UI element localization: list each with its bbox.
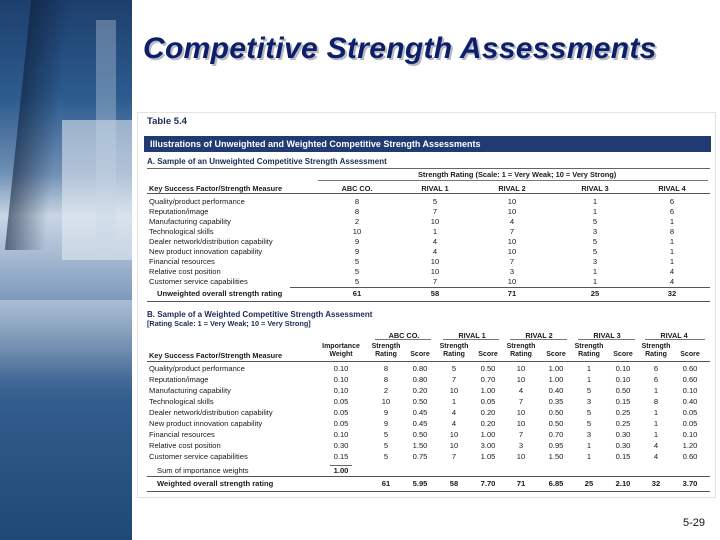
score-cell: 0.80 — [412, 375, 428, 384]
score-cell: 0.40 — [682, 397, 698, 406]
section-a-row — [138, 207, 715, 217]
section-a-row-label: Quality/product performance — [149, 197, 245, 206]
section-b-row-label: Quality/product performance — [149, 364, 245, 373]
section-a-cell: 1 — [669, 247, 675, 256]
section-b-total-row — [138, 479, 715, 489]
section-a-row — [138, 267, 715, 277]
section-b-group-abc: ABC CO. — [388, 331, 420, 340]
section-a-total-abc: 61 — [352, 289, 362, 298]
sum-weights-label: Sum of importance weights — [157, 466, 249, 475]
group-rule-rival3 — [578, 339, 635, 340]
sum-weights-row — [138, 466, 715, 476]
section-a-cell: 1 — [592, 267, 598, 276]
section-a-col-rival4: RIVAL 4 — [658, 184, 686, 193]
score-cell: 0.50 — [615, 386, 631, 395]
score-cell: 1.00 — [480, 430, 496, 439]
strength-rating-cell: 1 — [653, 419, 659, 428]
section-b-row-label: Dealer network/distribution capability — [149, 408, 273, 417]
sum-weights-value: 1.00 — [333, 466, 349, 475]
section-b-row-label: Relative cost position — [149, 441, 221, 450]
section-b-row — [138, 419, 715, 429]
section-b-bottom-rule — [147, 491, 710, 492]
importance-weight-cell: 0.05 — [333, 408, 349, 417]
score-cell: 1.00 — [548, 364, 564, 373]
strength-rating-cell: 4 — [451, 419, 457, 428]
total-rating-cell: 25 — [584, 479, 594, 488]
strength-rating-cell: 10 — [516, 408, 526, 417]
score-cell: 1.00 — [480, 386, 496, 395]
section-b-row — [138, 441, 715, 451]
strength-rating-cell: 9 — [383, 419, 389, 428]
section-a-cell: 7 — [432, 207, 438, 216]
score-cell: 0.15 — [615, 452, 631, 461]
score-cell: 0.50 — [412, 397, 428, 406]
score-cell: 0.05 — [480, 397, 496, 406]
section-a-total-label: Unweighted overall strength rating — [157, 289, 283, 298]
score-cell: 0.95 — [548, 441, 564, 450]
table-label: Table 5.4 — [147, 116, 187, 127]
strength-rating-cell: 5 — [586, 386, 592, 395]
section-a-cell: 5 — [354, 257, 360, 266]
section-b-row — [138, 408, 715, 418]
section-a-measure-header: Key Success Factor/Strength Measure — [149, 184, 283, 193]
section-b-row-label: Financial resources — [149, 430, 215, 439]
section-a-row — [138, 237, 715, 247]
section-a-rule — [147, 168, 710, 169]
section-a-cell: 10 — [507, 237, 517, 246]
section-a-total-rival2: 71 — [507, 289, 517, 298]
importance-weight-cell: 0.15 — [333, 452, 349, 461]
section-a-cell: 5 — [432, 197, 438, 206]
section-a-cell: 10 — [507, 277, 517, 286]
section-a-cell: 1 — [669, 237, 675, 246]
score-header: Score — [613, 351, 633, 358]
section-a-row-label: Manufacturing capability — [149, 217, 231, 226]
strength-rating-cell: 1 — [586, 441, 592, 450]
section-a-cell: 7 — [432, 277, 438, 286]
section-b-header-rule — [147, 361, 710, 362]
importance-weight-cell: 0.30 — [333, 441, 349, 450]
strength-rating-cell: 10 — [516, 375, 526, 384]
section-a-cell: 3 — [592, 227, 598, 236]
section-a-cell: 10 — [430, 217, 440, 226]
section-b-group-rival4: RIVAL 4 — [660, 331, 688, 340]
strength-rating-cell: 1 — [653, 408, 659, 417]
section-a-cell: 5 — [592, 247, 598, 256]
section-a-bottom-rule — [147, 301, 710, 302]
section-a-header-rule — [147, 193, 710, 194]
score-cell: 0.10 — [615, 364, 631, 373]
section-a-cell: 5 — [354, 267, 360, 276]
section-a-cell: 5 — [592, 217, 598, 226]
importance-weight-cell: 0.10 — [333, 364, 349, 373]
section-a-row-label: Financial resources — [149, 257, 215, 266]
section-a-cell: 4 — [432, 247, 438, 256]
strength-rating-cell: 1 — [586, 364, 592, 373]
strength-rating-cell: 5 — [383, 452, 389, 461]
section-a-cell: 1 — [592, 277, 598, 286]
strength-rating-cell: 3 — [586, 397, 592, 406]
strength-rating-cell: 9 — [383, 408, 389, 417]
strength-rating-cell: 4 — [653, 441, 659, 450]
score-cell: 0.45 — [412, 408, 428, 417]
importance-weight-cell: 0.10 — [333, 375, 349, 384]
section-b-group-rival2: RIVAL 2 — [525, 331, 553, 340]
score-cell: 0.60 — [682, 375, 698, 384]
score-cell: 0.60 — [682, 364, 698, 373]
slide-number: 5-29 — [683, 517, 706, 529]
section-a-cell: 10 — [430, 267, 440, 276]
strength-rating-cell: 1 — [586, 452, 592, 461]
score-cell: 0.50 — [480, 364, 496, 373]
section-a-col-rival1: RIVAL 1 — [421, 184, 449, 193]
section-b-row — [138, 452, 715, 462]
section-b-title: B. Sample of a Weighted Competitive Strength Assessment — [147, 310, 373, 319]
strength-rating-cell: 5 — [383, 430, 389, 439]
strength-rating-cell: 10 — [516, 419, 526, 428]
section-a-total-row — [138, 289, 715, 299]
importance-weight-cell: 0.10 — [333, 430, 349, 439]
strength-rating-cell: 2 — [383, 386, 389, 395]
score-cell: 0.35 — [548, 397, 564, 406]
scale-underline — [318, 180, 708, 181]
section-a-cell: 1 — [592, 207, 598, 216]
section-a-cell: 9 — [354, 247, 360, 256]
section-a-col-rival2: RIVAL 2 — [498, 184, 526, 193]
section-a-cell: 4 — [669, 267, 675, 276]
section-a-row-label: Customer service capabilities — [149, 277, 248, 286]
group-rule-rival1 — [443, 339, 499, 340]
section-b-total-rule — [147, 476, 710, 477]
score-cell: 0.15 — [615, 397, 631, 406]
section-a-row-label: New product innovation capability — [149, 247, 263, 256]
total-score-cell: 2.10 — [615, 479, 631, 488]
score-cell: 0.50 — [412, 430, 428, 439]
score-cell: 0.70 — [480, 375, 496, 384]
strength-rating-cell: 1 — [653, 430, 659, 439]
section-a-title: A. Sample of an Unweighted Competitive Strength Assessment — [147, 157, 387, 166]
section-a-cell: 5 — [354, 277, 360, 286]
score-cell: 0.25 — [615, 408, 631, 417]
score-header: Score — [546, 351, 566, 358]
section-a-cell: 4 — [509, 217, 515, 226]
section-a-cell: 3 — [509, 267, 515, 276]
score-header: Score — [478, 351, 498, 358]
score-cell: 0.45 — [412, 419, 428, 428]
strength-rating-cell: 8 — [653, 397, 659, 406]
score-cell: 1.05 — [480, 452, 496, 461]
group-rule-rival4 — [645, 339, 705, 340]
strength-rating-cell: 6 — [653, 375, 659, 384]
section-a-row-label: Technological skills — [149, 227, 214, 236]
decorative-photo-strip — [0, 0, 132, 540]
section-a-cell: 2 — [354, 217, 360, 226]
strength-rating-cell: 5 — [451, 364, 457, 373]
section-a-cell: 9 — [354, 237, 360, 246]
section-a-cell: 5 — [592, 237, 598, 246]
strength-rating-cell: 6 — [653, 364, 659, 373]
importance-weight-cell: 0.05 — [333, 419, 349, 428]
strength-rating-cell: 8 — [383, 364, 389, 373]
section-b-row-label: Manufacturing capability — [149, 386, 231, 395]
table-image — [137, 112, 716, 498]
section-a-cell: 10 — [507, 197, 517, 206]
score-header: Score — [410, 351, 430, 358]
strength-rating-cell: 1 — [586, 375, 592, 384]
section-a-total-rival1: 58 — [430, 289, 440, 298]
strength-rating-header: Strength Rating — [439, 343, 469, 358]
section-a-total-rival3: 25 — [590, 289, 600, 298]
score-cell: 0.30 — [615, 441, 631, 450]
strength-rating-cell: 7 — [451, 375, 457, 384]
strength-rating-cell: 4 — [518, 386, 524, 395]
strength-rating-cell: 10 — [449, 441, 459, 450]
strength-scale-header: Strength Rating (Scale: 1 = Very Weak; 10 = Very Strong) — [418, 170, 617, 179]
importance-weight-cell: 0.10 — [333, 386, 349, 395]
section-b-row — [138, 397, 715, 407]
score-header: Score — [680, 351, 700, 358]
strength-rating-cell: 3 — [586, 430, 592, 439]
section-a-cell: 8 — [354, 207, 360, 216]
section-a-cell: 1 — [669, 217, 675, 226]
total-score-cell: 5.95 — [412, 479, 428, 488]
section-a-row — [138, 247, 715, 257]
total-rating-cell: 58 — [449, 479, 459, 488]
section-a-cell: 10 — [507, 247, 517, 256]
total-rating-cell: 32 — [651, 479, 661, 488]
section-a-cell: 8 — [354, 197, 360, 206]
strength-rating-cell: 5 — [586, 419, 592, 428]
strength-rating-header: Strength Rating — [574, 343, 604, 358]
total-rating-cell: 61 — [381, 479, 391, 488]
section-b-measure-header: Key Success Factor/Strength Measure — [149, 351, 283, 360]
section-b-row — [138, 375, 715, 385]
section-a-cell: 1 — [432, 227, 438, 236]
section-a-row-label: Relative cost position — [149, 267, 221, 276]
strength-rating-header: Strength Rating — [371, 343, 401, 358]
section-a-row-label: Dealer network/distribution capability — [149, 237, 273, 246]
score-cell: 0.20 — [480, 419, 496, 428]
strength-rating-cell: 5 — [383, 441, 389, 450]
score-cell: 0.05 — [682, 408, 698, 417]
total-score-cell: 3.70 — [682, 479, 698, 488]
section-a-cell: 1 — [669, 257, 675, 266]
section-b-total-label: Weighted overall strength rating — [157, 479, 274, 488]
score-cell: 0.40 — [548, 386, 564, 395]
section-a-row — [138, 217, 715, 227]
total-rating-cell: 71 — [516, 479, 526, 488]
score-cell: 0.05 — [682, 419, 698, 428]
strength-rating-cell: 5 — [586, 408, 592, 417]
section-b-row-label: New product innovation capability — [149, 419, 263, 428]
strength-rating-cell: 10 — [449, 386, 459, 395]
score-cell: 0.10 — [682, 430, 698, 439]
strength-rating-cell: 7 — [518, 397, 524, 406]
section-a-cell: 7 — [509, 227, 515, 236]
section-b-scale: [Rating Scale: 1 = Very Weak; 10 = Very Strong] — [147, 319, 311, 328]
score-cell: 0.75 — [412, 452, 428, 461]
score-cell: 0.80 — [412, 364, 428, 373]
section-a-cell: 4 — [432, 237, 438, 246]
score-cell: 0.30 — [615, 430, 631, 439]
importance-weight-header: Importance Weight — [322, 343, 360, 358]
score-cell: 0.50 — [548, 408, 564, 417]
section-a-cell: 4 — [669, 277, 675, 286]
section-a-cell: 1 — [592, 197, 598, 206]
section-b-group-rival3: RIVAL 3 — [593, 331, 621, 340]
section-a-total-rule — [290, 287, 710, 288]
strength-rating-cell: 10 — [516, 452, 526, 461]
score-cell: 0.10 — [615, 375, 631, 384]
section-b-row-label: Technological skills — [149, 397, 214, 406]
section-a-col-rival3: RIVAL 3 — [581, 184, 609, 193]
total-score-cell: 6.85 — [548, 479, 564, 488]
strength-rating-cell: 7 — [451, 452, 457, 461]
strength-rating-header: Strength Rating — [506, 343, 536, 358]
section-a-row — [138, 277, 715, 287]
section-a-col-abc: ABC CO. — [341, 184, 373, 193]
group-rule-abc — [375, 339, 431, 340]
strength-rating-cell: 1 — [653, 386, 659, 395]
strength-rating-cell: 10 — [449, 430, 459, 439]
section-b-row — [138, 386, 715, 396]
section-a-total-rival4: 32 — [667, 289, 677, 298]
section-a-cell: 10 — [507, 207, 517, 216]
section-b-row — [138, 364, 715, 374]
section-a-cell: 6 — [669, 197, 675, 206]
section-a-cell: 7 — [509, 257, 515, 266]
score-cell: 1.50 — [548, 452, 564, 461]
score-cell: 1.00 — [548, 375, 564, 384]
strength-rating-cell: 4 — [451, 408, 457, 417]
importance-weight-cell: 0.05 — [333, 397, 349, 406]
section-b-row — [138, 430, 715, 440]
score-cell: 3.00 — [480, 441, 496, 450]
section-a-cell: 8 — [669, 227, 675, 236]
section-a-cell: 10 — [352, 227, 362, 236]
section-a-row — [138, 197, 715, 207]
group-rule-rival2 — [510, 339, 567, 340]
strength-rating-cell: 8 — [383, 375, 389, 384]
score-cell: 0.60 — [682, 452, 698, 461]
score-cell: 1.50 — [412, 441, 428, 450]
slide-title: Competitive Strength Assessments — [143, 32, 657, 65]
score-cell: 0.10 — [682, 386, 698, 395]
strength-rating-cell: 3 — [518, 441, 524, 450]
score-cell: 1.20 — [682, 441, 698, 450]
section-b-row-label: Reputation/image — [149, 375, 209, 384]
score-cell: 0.20 — [412, 386, 428, 395]
strength-rating-cell: 7 — [518, 430, 524, 439]
strength-rating-cell: 4 — [653, 452, 659, 461]
section-a-cell: 3 — [592, 257, 598, 266]
strength-rating-cell: 10 — [381, 397, 391, 406]
section-a-cell: 6 — [669, 207, 675, 216]
section-a-row — [138, 227, 715, 237]
score-cell: 0.25 — [615, 419, 631, 428]
table-title-bar: Illustrations of Unweighted and Weighted Competitive Strength Assessments — [144, 136, 711, 152]
strength-rating-cell: 10 — [516, 364, 526, 373]
score-cell: 0.70 — [548, 430, 564, 439]
section-a-row-label: Reputation/image — [149, 207, 209, 216]
section-a-row — [138, 257, 715, 267]
strength-rating-cell: 1 — [451, 397, 457, 406]
score-cell: 0.50 — [548, 419, 564, 428]
section-b-row-label: Customer service capabilities — [149, 452, 248, 461]
score-cell: 0.20 — [480, 408, 496, 417]
strength-rating-header: Strength Rating — [641, 343, 671, 358]
section-a-cell: 10 — [430, 257, 440, 266]
section-b-group-rival1: RIVAL 1 — [458, 331, 486, 340]
total-score-cell: 7.70 — [480, 479, 496, 488]
